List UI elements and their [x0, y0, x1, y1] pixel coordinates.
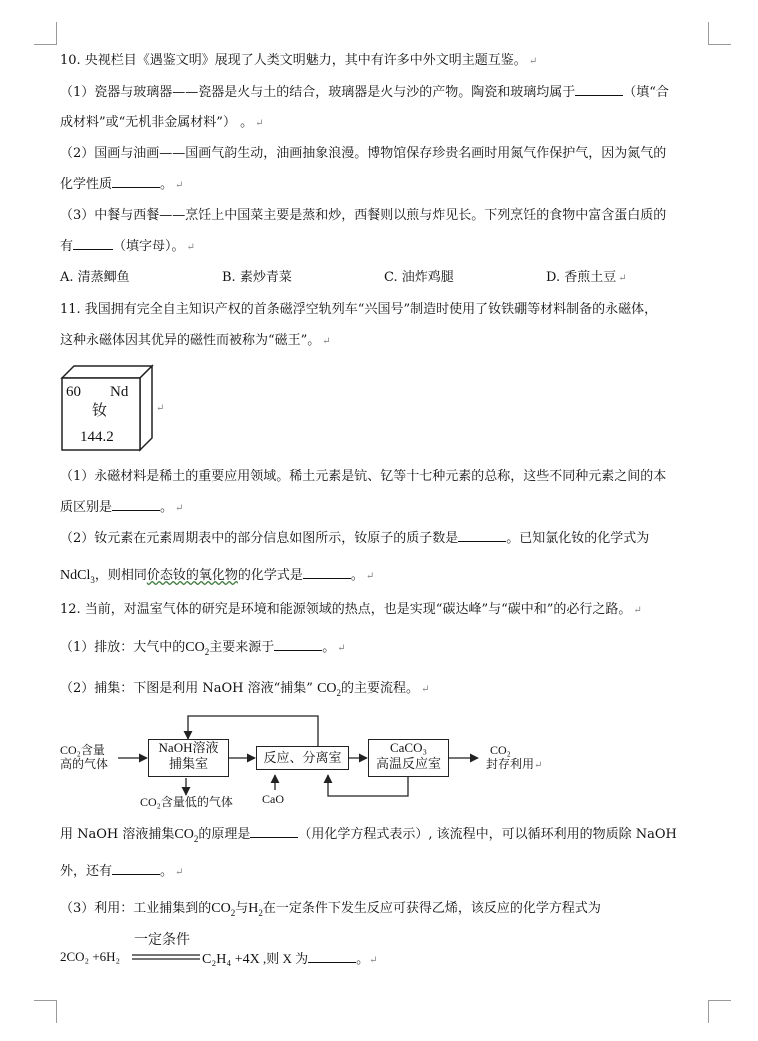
- crop-mark-bottom-right: [708, 1000, 731, 1023]
- q12-part2-line2: 外，还有 。 ↵: [60, 864, 184, 879]
- element-symbol: Nd: [110, 384, 129, 400]
- q11-part2-line2: NdCl$_3$，则相同价态钕的氧化物的化学式是 。 ↵: [60, 568, 375, 585]
- crop-mark-top-right: [708, 22, 731, 45]
- equation-left: 2CO₂ +6H₂: [60, 949, 121, 964]
- answer-blank[interactable]: [112, 175, 160, 188]
- q12-part3-line1: （3）利用：工业捕集到的$CO_2$与$H_2$在一定条件下发生反应可获得乙烯，该反应的化学方程式为: [60, 901, 601, 918]
- element-mass: 144.2: [80, 429, 114, 445]
- q10-stem: 10. 央视栏目《遇鉴文明》展现了人类文明魅力，其中有许多中外文明主题互鉴。 ↵: [60, 53, 538, 68]
- element-atomic-number: 60: [66, 384, 81, 400]
- option-b: B. 素炒青菜: [222, 270, 292, 285]
- return-mark: ↵: [156, 403, 165, 414]
- option-c: C. 油炸鸡腿: [384, 270, 454, 285]
- q10-part3-line1: （3）中餐与西餐——烹饪上中国菜主要是蒸和炒，西餐则以煎与炸见长。下列烹饪的食物中富含蛋白质的: [60, 208, 667, 223]
- equation-condition: 一定条件: [134, 932, 190, 948]
- answer-blank[interactable]: [112, 862, 160, 875]
- q11-stem-line2: 这种永磁体因其优异的磁性而被称为“磁王”。 ↵: [60, 333, 331, 348]
- output-label: CO₂ 封存利用↵: [486, 743, 543, 771]
- equation-equals-sign: [132, 953, 202, 961]
- q10-part2-line1: （2）国画与油画——国画气韵生动，油画抽象浪漫。博物馆保存珍贵名画时用氮气作保护气，因为氮气的: [60, 146, 667, 161]
- q12-stem: 12. 当前，对温室气体的研究是环境和能源领域的热点，也是实现“碳达峰”与“碳中和”的必行之路。 ↵: [60, 602, 642, 617]
- q12-part1: （1）排放：大气中的$CO_2$主要来源于 。 ↵: [60, 640, 346, 657]
- equation-right: C₂H₄ +4X ,则 X 为 。↵: [202, 951, 378, 967]
- reaction-separation-chamber: 反应、分离室: [256, 746, 349, 770]
- q11-part2-line1: （2）钕元素在元素周期表中的部分信息如图所示，钕原子的质子数是 。已知氯化钕的化学式为: [60, 531, 650, 546]
- answer-blank[interactable]: [73, 237, 113, 250]
- q10-part2-line2: 化学性质 。 ↵: [60, 177, 184, 192]
- q11-part1-line2: 质区别是 。 ↵: [60, 500, 184, 515]
- answer-blank[interactable]: [308, 950, 356, 963]
- q10-part3-line2: 有 （填字母）。 ↵: [60, 239, 195, 254]
- q10-part1-line1: （1）瓷器与玻璃器——瓷器是火与土的结合，玻璃器是火与沙的产物。陶瓷和玻璃均属于 （填“合: [60, 85, 669, 100]
- high-temp-reactor: CaCO₃ 高温反应室: [368, 739, 449, 777]
- input-gas-label: CO₂含量 高的气体: [60, 743, 109, 771]
- q10-options: A. 清蒸鲫鱼 B. 素炒青菜 C. 油炸鸡腿 D. 香煎土豆 ↵: [60, 268, 712, 289]
- answer-blank[interactable]: [112, 498, 160, 511]
- answer-blank[interactable]: [250, 825, 298, 838]
- answer-blank[interactable]: [458, 529, 506, 542]
- crop-mark-top-left: [34, 22, 57, 45]
- q10-part1-line2: 成材料”或“无机非金属材料”） 。 ↵: [60, 115, 264, 130]
- option-a: A. 清蒸鲫鱼: [60, 270, 130, 285]
- answer-blank[interactable]: [303, 566, 351, 579]
- low-co2-gas-label: CO₂含量低的气体: [140, 795, 233, 809]
- q12-part2-line1: 用 NaOH 溶液捕集$CO_2$的原理是 （用化学方程式表示）, 该流程中，可以循环利用的物质除 NaOH: [60, 827, 677, 844]
- answer-blank[interactable]: [575, 83, 623, 96]
- naoh-capture-chamber: NaOH溶液 捕集室: [148, 739, 229, 777]
- q11-part1-line1: （1）永磁材料是稀土的重要应用领域。稀土元素是钪、钇等十七种元素的总称，这些不同种元素之间的本: [60, 469, 667, 484]
- option-d: D. 香煎土豆: [546, 270, 617, 285]
- formula-ndcl3: NdCl$_3$: [60, 568, 95, 585]
- cao-label: CaO: [262, 792, 284, 806]
- crop-mark-bottom-left: [34, 1000, 57, 1023]
- element-name: 钕: [92, 401, 108, 419]
- q11-stem-line1: 11. 我国拥有完全自主知识产权的首条磁浮空轨列车“兴国号”制造时使用了钕铁硼等材料制备的永磁体，: [60, 302, 658, 317]
- q12-part2-intro: （2）捕集：下图是利用 NaOH 溶液“捕集” $CO_2$的主要流程。 ↵: [60, 681, 430, 698]
- answer-blank[interactable]: [274, 638, 322, 651]
